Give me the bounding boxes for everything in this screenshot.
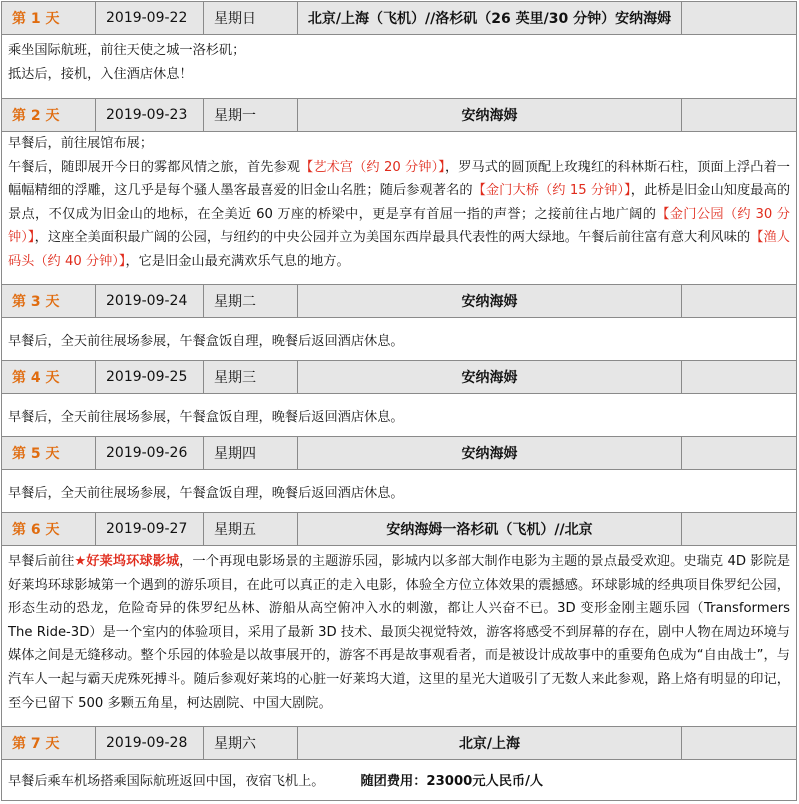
day-3	[1, 284, 797, 360]
day-header	[2, 726, 796, 760]
day-route: 北京/上海	[298, 727, 682, 759]
day-label: 第 1 天	[2, 2, 96, 34]
day-6	[1, 512, 797, 726]
body-line: 早餐后，全天前往展场参展，午餐盒饭自理，晚餐后返回酒店休息。	[8, 410, 404, 425]
day-2	[1, 98, 797, 284]
day-5	[1, 436, 797, 512]
day-label: 第 4 天	[2, 361, 96, 393]
day-route: 北京/上海（飞机）//洛杉矶（26 英里/30 分钟）安纳海姆	[298, 2, 682, 34]
day-weekday: 星期日	[204, 2, 298, 34]
day-route: 安纳海姆一洛杉矶（飞机）//北京	[298, 513, 682, 545]
day-body	[2, 35, 796, 98]
highlight-spot: 【金门大桥（约 15 分钟）】	[472, 183, 631, 199]
itinerary-table	[1, 1, 797, 801]
blank-cell	[682, 99, 796, 131]
tour-fee: 随团费用：23000元人民币/人	[360, 774, 544, 789]
blank-cell	[682, 513, 796, 545]
day-weekday: 星期五	[204, 513, 298, 545]
day-date: 2019-09-24	[96, 285, 204, 317]
day-header	[2, 1, 796, 35]
body-line: 早餐后，全天前往展场参展，午餐盒饭自理，晚餐后返回酒店休息。	[8, 334, 404, 349]
day-1	[1, 1, 797, 98]
highlight-spot: 【金门公园（约 30 分钟）】	[8, 206, 790, 246]
blank-cell	[682, 285, 796, 317]
blank-cell	[682, 727, 796, 759]
day-date: 2019-09-28	[96, 727, 204, 759]
day-route: 安纳海姆	[298, 285, 682, 317]
blank-cell	[682, 361, 796, 393]
body-paragraph: 早餐后前往★好莱坞环球影城，一个再现电影场景的主题游乐园，影城内以多部大制作电影为主题的景点最受欢迎。史瑞克 4D 影院是好莱坞环球影城第一个遇到的游乐项目，在此可以真正的走入电影，体验全方位立体效果的震撼感。环球影城的经典项目侏罗纪公园，形态生动的恐龙，危险奇异的侏罗纪丛林、游船从高空俯冲入水的刺激，都让人兴奋不已。3D 变形金刚主题乐园（Transformers The Ride-3D）是一个室内的体验项目，采用了最新 3D 技术、最顶尖视觉特效，游客将感受不到屏幕的存在，剧中人物在周边环境与媒体之间是无缝移动。整个乐园的体验是以故事展开的，游客不再是故事观看者，而是被设计成故事中的重要角色成为“自由战士”，与汽车人一起与霸天虎殊死搏斗。随后参观好莱坞的心脏一好莱坞大道，这里的星光大道吸引了无数人来此参观，路上烙有明显的印记，至今已留下 500 多颗五角星，柯达剧院、中国大剧院。	[8, 554, 791, 711]
day-date: 2019-09-23	[96, 99, 204, 131]
day-body	[2, 318, 796, 360]
day-body	[2, 470, 796, 512]
day-label: 第 7 天	[2, 727, 96, 759]
body-line: 抵达后，接机，入住酒店休息！	[8, 66, 193, 82]
day-header	[2, 284, 796, 318]
day-header	[2, 436, 796, 470]
day-weekday: 星期六	[204, 727, 298, 759]
day-route: 安纳海姆	[298, 437, 682, 469]
day-body	[2, 132, 796, 284]
day-weekday: 星期三	[204, 361, 298, 393]
blank-cell	[682, 437, 796, 469]
day-date: 2019-09-26	[96, 437, 204, 469]
body-line: 早餐后，全天前往展场参展，午餐盒饭自理，晚餐后返回酒店休息。	[8, 486, 404, 501]
day-header	[2, 98, 796, 132]
day-header	[2, 360, 796, 394]
table-bottom-border	[1, 800, 797, 801]
day-7	[1, 726, 797, 800]
day-label: 第 6 天	[2, 513, 96, 545]
body-line: 早餐后乘车机场搭乘国际航班返回中国，夜宿飞机上。 随团费用：23000元人民币/人	[8, 774, 544, 789]
highlight-attraction: ★好莱坞环球影城	[74, 554, 180, 569]
body-paragraph: 午餐后，随即展开今日的雾都风情之旅，首先参观【艺术宫（约 20 分钟）】，罗马式的圆顶配上玫瑰红的科林斯石柱，顶面上浮凸着一幅幅精细的浮雕，这几乎是每个骚人墨客最喜爱的旧金山名胜；随后参观著名的【金门大桥（约 15 分钟）】，此桥是旧金山知度最高的景点，不仅成为旧金山的地标，在全美近 60 万座的桥梁中，更是享有首屈一指的声誉；之接前往占地广阔的【金门公园（约 30 分钟）】，这座全美面积最广阔的公园，与纽约的中央公园并立为美国东西岸最具代表性的两大绿地。午餐后前往富有意大利风味的【渔人码头（约 40 分钟）】，它是旧金山最充满欢乐气息的地方。	[8, 159, 791, 269]
body-line: 乘坐国际航班，前往天使之城一洛杉矶；	[8, 43, 246, 58]
day-label: 第 2 天	[2, 99, 96, 131]
day-body	[2, 546, 796, 726]
highlight-spot: 【艺术宫（约 20 分钟）】	[300, 159, 445, 175]
day-date: 2019-09-27	[96, 513, 204, 545]
day-body	[2, 760, 796, 800]
day-header	[2, 512, 796, 546]
day-4	[1, 360, 797, 436]
body-line: 早餐后，前往展馆布展；	[8, 136, 154, 151]
day-route: 安纳海姆	[298, 361, 682, 393]
day-weekday: 星期四	[204, 437, 298, 469]
day-date: 2019-09-22	[96, 2, 204, 34]
highlight-spot: 【渔人码头（约 40 分钟）】	[8, 230, 790, 269]
blank-cell	[682, 2, 796, 34]
day-date: 2019-09-25	[96, 361, 204, 393]
day-route: 安纳海姆	[298, 99, 682, 131]
day-body	[2, 394, 796, 436]
day-label: 第 5 天	[2, 437, 96, 469]
day-weekday: 星期一	[204, 99, 298, 131]
day-weekday: 星期二	[204, 285, 298, 317]
day-label: 第 3 天	[2, 285, 96, 317]
